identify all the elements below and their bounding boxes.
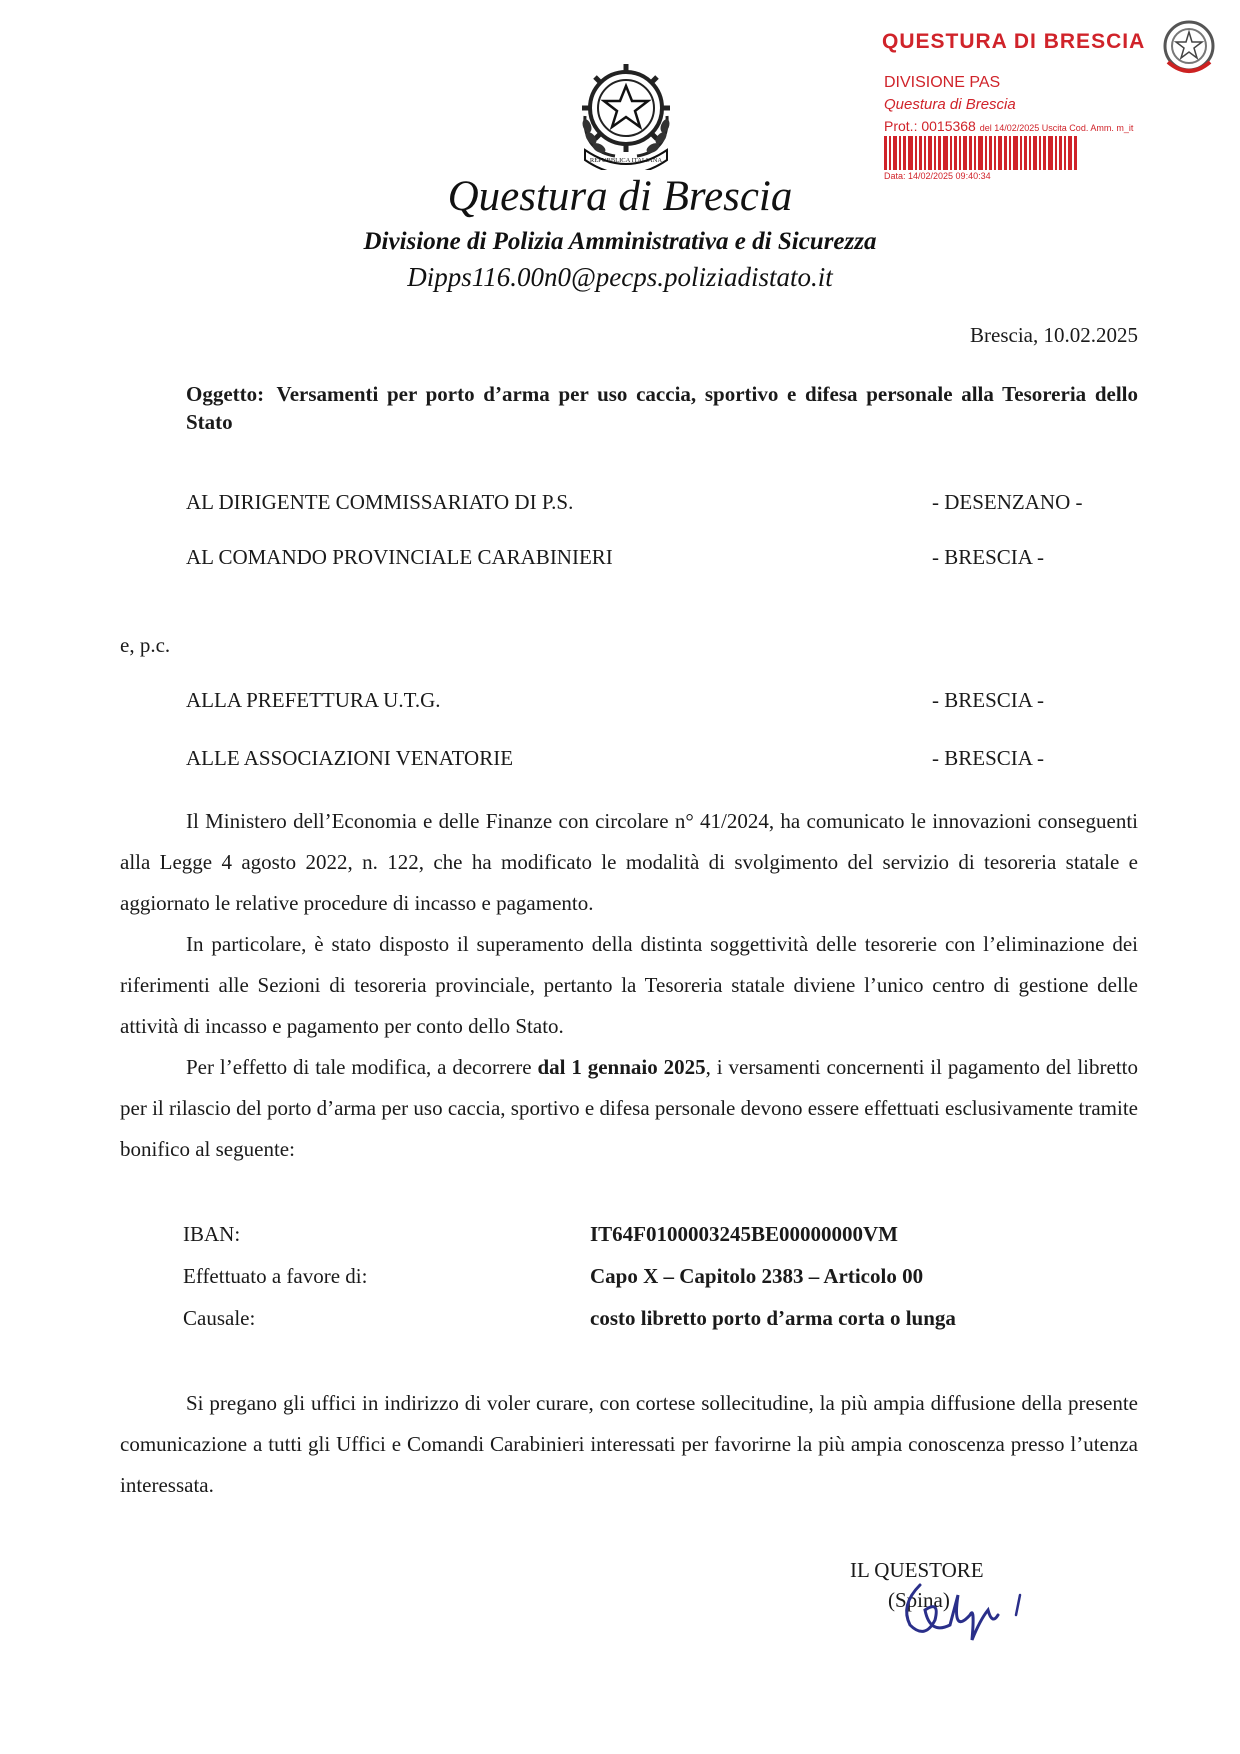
p3-text-after: , i versamenti concernenti il pagamento del libretto per il rilascio del porto d’arma per uso caccia, sportivo e difesa personale devono essere effettuati esclusivamente tramite bonifico al seguente:	[120, 1055, 1138, 1161]
recipient-city: - BRESCIA -	[932, 545, 1045, 569]
office-title: Questura di Brescia	[447, 173, 793, 220]
p3-effective-date: dal 1 gennaio 2025	[537, 1055, 706, 1079]
signatory-title: IL QUESTORE	[850, 1558, 984, 1582]
recipient-name: AL COMANDO PROVINCIALE CARABINIERI	[186, 545, 613, 569]
body-paragraph-2: In particolare, è stato disposto il superamento della distinta soggettività delle tesorerie con l’eliminazione dei riferimenti alle Sezioni di tesoreria provinciale, pertanto la Tesoreria statale diviene l’unico centro di gestione delle attività di incasso e pagamento per conto dello Stato.	[120, 932, 1138, 1038]
cc-recipient-name: ALLE ASSOCIAZIONI VENATORIE	[186, 746, 514, 770]
handwritten-signature-icon	[880, 1565, 1040, 1650]
body-paragraph-1: Il Ministero dell’Economia e delle Finanze con circolare n° 41/2024, ha comunicato le innovazioni conseguenti alla Legge 4 agosto 2022, n. 122, che ha modificato le modalità di svolgimento del servizio di tesoreria statale e aggiornato le relative procedure di incasso e pagamento.	[120, 809, 1138, 915]
reason-label: Causale:	[183, 1306, 256, 1330]
emblem-ribbon-text: REPUBBLICA ITALIANA	[589, 157, 663, 164]
body-paragraph-4: Si pregano gli uffici in indirizzo di voler curare, con cortese sollecitudine, la più ampia diffusione della presente comunicazione a tutti gli Uffici e Comandi Carabinieri interessati per favorirne la più ampia conoscenza presso l’utenza interessata.	[120, 1391, 1138, 1497]
stamp-protocol-detail: del 14/02/2025 Uscita Cod. Amm. m_it	[979, 123, 1134, 133]
document-date: Brescia, 10.02.2025	[970, 323, 1138, 347]
recipient-name: AL DIRIGENTE COMMISSARIATO DI P.S.	[186, 490, 574, 514]
cc-recipient-name: ALLA PREFETTURA U.T.G.	[186, 688, 441, 712]
reason-value: costo libretto porto d’arma corta o lunga	[590, 1306, 956, 1330]
iban-label: IBAN:	[183, 1222, 241, 1246]
subject	[186, 380, 1138, 436]
beneficiary-label: Effettuato a favore di:	[183, 1264, 368, 1288]
subject-label: Oggetto:	[186, 382, 265, 406]
body-paragraph-3	[120, 1047, 1138, 1170]
stamp-protocol	[884, 118, 1133, 134]
office-division: Divisione di Polizia Amministrativa e di Sicurezza	[363, 228, 877, 255]
barcode-icon	[884, 136, 1078, 170]
cc-recipient-city: - BRESCIA -	[932, 688, 1045, 712]
cc-recipient-city: - BRESCIA -	[932, 746, 1045, 770]
cc-label: e, p.c.	[120, 633, 171, 657]
italian-republic-emblem-icon	[575, 56, 677, 170]
republic-emblem-icon	[1160, 16, 1218, 82]
stamp-office: Questura di Brescia	[884, 96, 1016, 113]
beneficiary-value: Capo X – Capitolo 2383 – Articolo 00	[590, 1264, 924, 1288]
subject-text: Versamenti per porto d’arma per uso caccia, sportivo e difesa personale alla Tesoreria dello Stato	[186, 382, 1139, 434]
iban-value: IT64F0100003245BE00000000VM	[590, 1222, 899, 1246]
stamp-division: DIVISIONE PAS	[884, 74, 1001, 91]
stamp-protocol-number: Prot.: 0015368	[884, 118, 976, 134]
office-email: Dipps116.00n0@pecps.poliziadistato.it	[407, 262, 833, 292]
signatory-name: (Spina)	[888, 1588, 950, 1612]
p3-text-before: Per l’effetto di tale modifica, a decorrere	[186, 1055, 538, 1079]
stamp-title: QUESTURA DI BRESCIA	[882, 30, 1146, 53]
recipient-city: - DESENZANO -	[932, 490, 1083, 514]
stamp-data: Data: 14/02/2025 09:40:34	[884, 171, 991, 181]
